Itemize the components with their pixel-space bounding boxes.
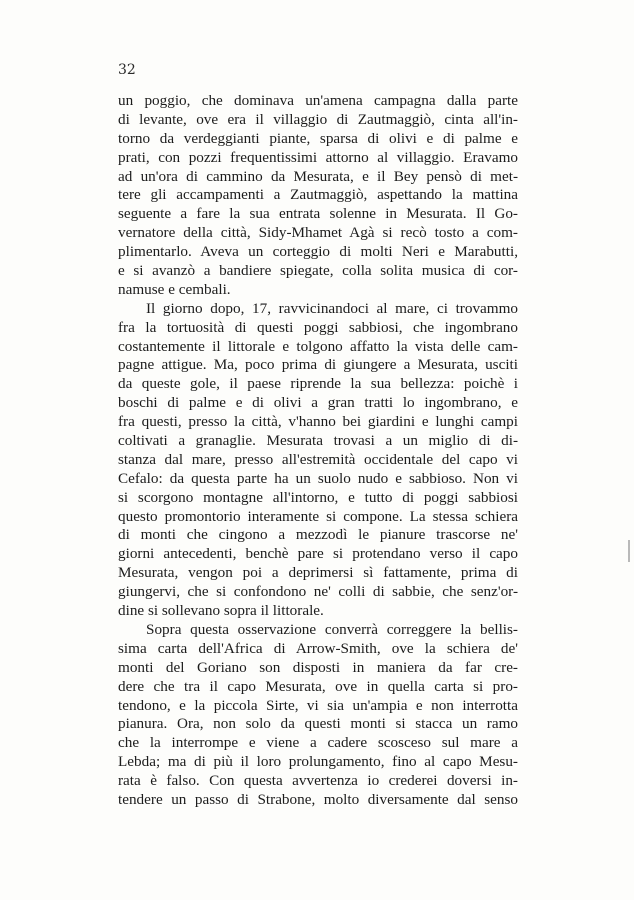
text-line: plimentarlo. Aveva un corteggio di molti Neri e Marabutti, (118, 243, 518, 261)
text-line: ad un'ora di cammino da Mesurata, e il Bey pensò di met- (118, 167, 518, 185)
text-line: rata è falso. Con questa avvertenza io crederei doversi in- (118, 772, 518, 790)
text-line: vernatore della città, Sidy-Mhamet Agà si recò tosto a com- (118, 224, 518, 242)
text-line: tendono, e la piccola Sirte, vi sia un'ampia e non interrotta (118, 696, 518, 714)
text-line: da queste gole, il paese riprende la sua bellezza: poichè i (118, 375, 518, 393)
text-line: questo promontorio interamente si compone. La stessa schiera (118, 507, 518, 525)
text-line: dere che tra il capo Mesurata, ove in quella carta si pro- (118, 677, 518, 695)
text-line: monti del Goriano son disposti in maniera da far cre- (118, 658, 518, 676)
text-line: Cefalo: da questa parte ha un suolo nudo e sabbioso. Non vi (118, 469, 518, 487)
text-line: che la interrompe e viene a cadere scosceso sul mare a (118, 734, 518, 752)
text-line: costantemente il littorale e tolgono affatto la vista delle cam- (118, 337, 518, 355)
text-line: stanza dal mare, presso all'estremità occidentale del capo vi (118, 450, 518, 468)
text-line: Mesurata, vengon poi a deprimersi sì fattamente, prima di (118, 564, 518, 582)
text-line: boschi di palme e di olivi a gran tratti lo ingombrano, e (118, 394, 518, 412)
text-line: giorni antecedenti, benchè pare si protendano verso il capo (118, 545, 518, 563)
page-number: 32 (118, 62, 136, 78)
text-line: tere gli accampamenti a Zautmaggiò, aspettando la mattina (118, 186, 518, 204)
body-text (118, 92, 518, 810)
text-line: Il giorno dopo, 17, ravvicinandoci al mare, ci trovammo (146, 299, 518, 317)
text-line: un poggio, che dominava un'amena campagna dalla parte (118, 92, 518, 109)
text-line: pianura. Ora, non solo da questi monti si stacca un ramo (118, 715, 518, 733)
text-line: namuse e cembali. (118, 280, 231, 298)
text-line: di monti che cingono a mezzodì le pianure trascorse ne' (118, 526, 518, 544)
text-line: Lebda; ma di più il loro prolungamento, fino al capo Mesu- (118, 753, 518, 771)
text-line: Sopra questa osservazione converrà correggere la bellis- (146, 620, 518, 638)
text-line: fra la tortuosità di questi poggi sabbiosi, che ingombrano (118, 318, 518, 336)
text-line: pagne attigue. Ma, poco prima di giungere a Mesurata, usciti (118, 356, 518, 374)
text-line: torno da verdeggianti piante, sparsa di olivi e di palme e (118, 129, 518, 147)
scan-edge-mark (628, 540, 630, 562)
text-line: sima carta dell'Africa di Arrow-Smith, ove la schiera de' (118, 639, 518, 657)
text-line: si scorgono montagne all'intorno, e tutto di poggi sabbiosi (118, 488, 518, 506)
text-line: e si avanzò a bandiere spiegate, colla solita musica di cor- (118, 262, 518, 280)
text-line: tendere un passo di Strabone, molto diversamente dal senso (118, 790, 518, 808)
text-line: coltivati a granaglie. Mesurata trovasi a un miglio di di- (118, 432, 518, 450)
text-line: prati, con pozzi frequentissimi attorno al villaggio. Eravamo (118, 148, 518, 166)
text-line: di levante, ove era il villaggio di Zautmaggiò, cinta all'in- (118, 110, 518, 128)
text-line: fra questi, presso la città, v'hanno bei giardini e lunghi campi (118, 413, 518, 431)
text-line: seguente a fare la sua entrata solenne in Mesurata. Il Go- (118, 205, 518, 223)
text-line: dine si sollevano sopra il littorale. (118, 602, 324, 620)
text-line: giungervi, che si confondono ne' colli di sabbie, che senz'or- (118, 583, 518, 601)
